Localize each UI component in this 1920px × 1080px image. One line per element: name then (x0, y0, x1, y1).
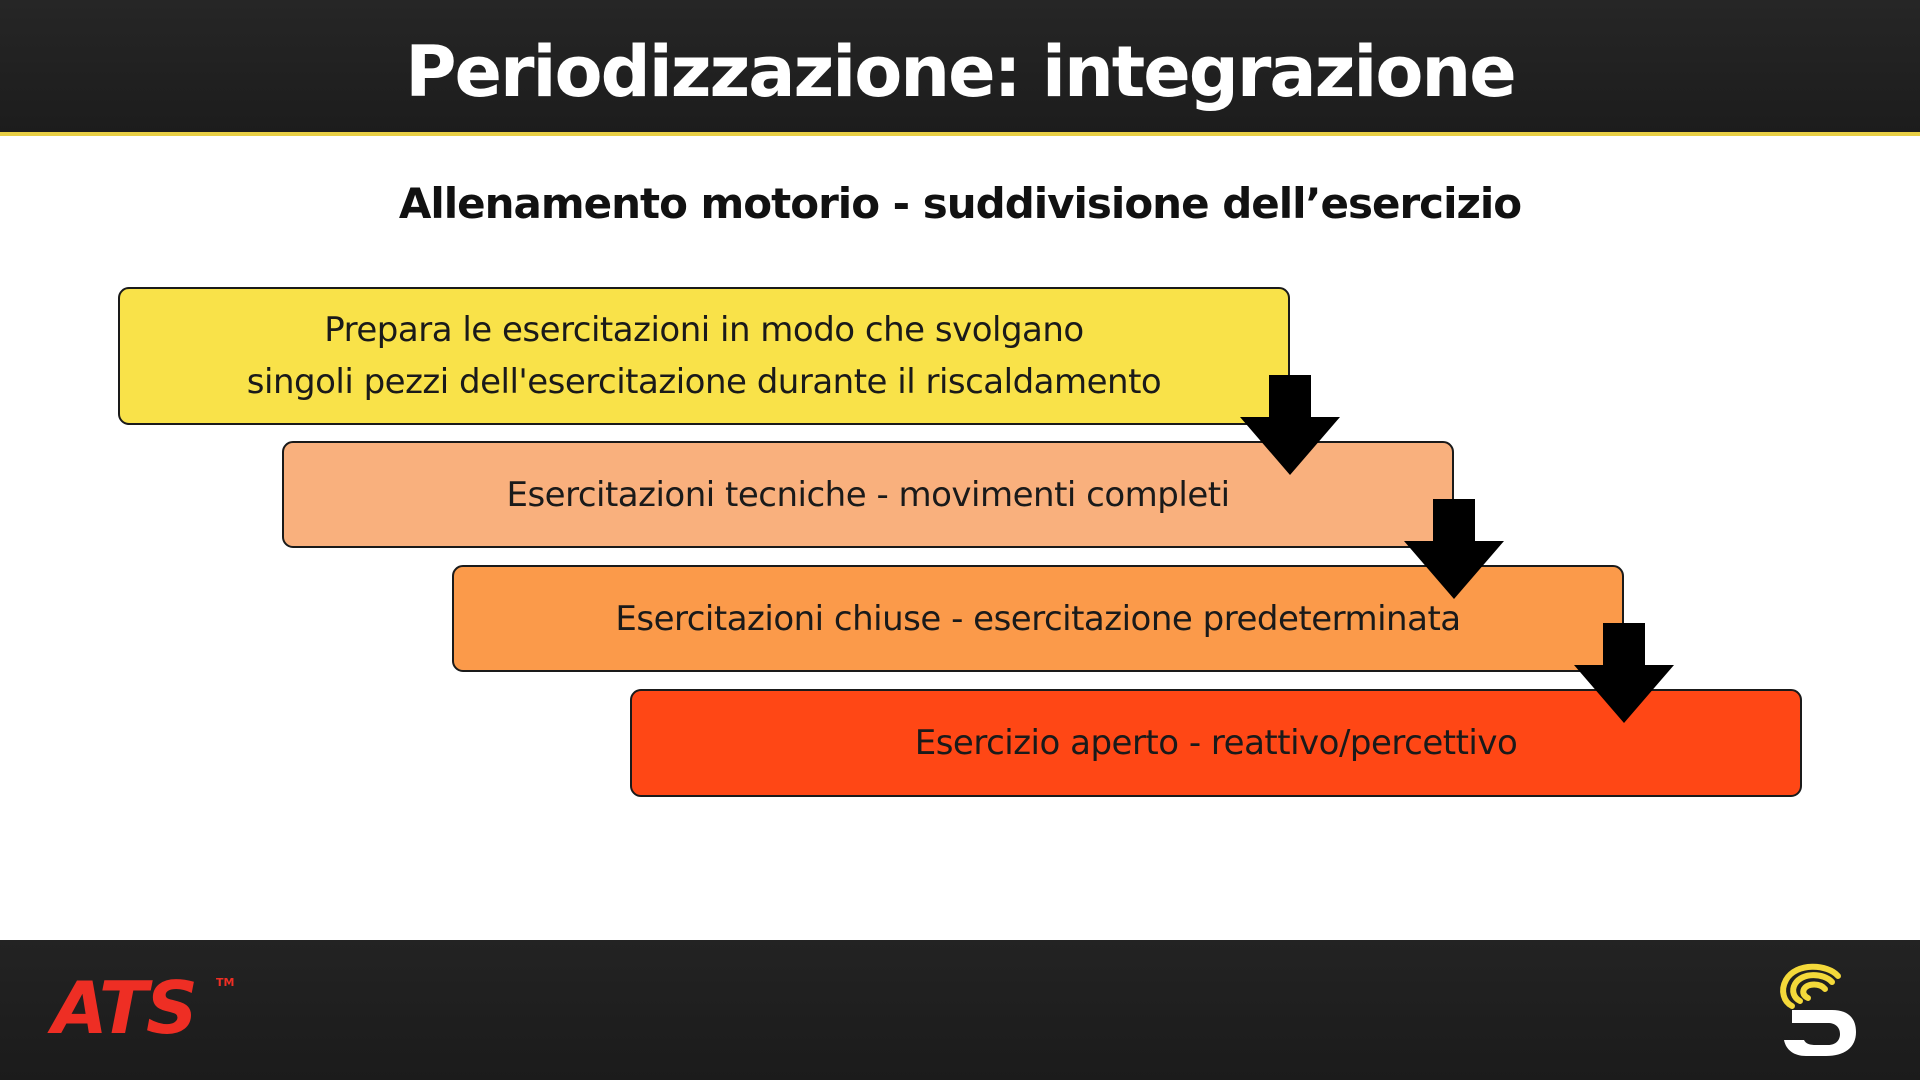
s-swirl-logo-icon (1776, 958, 1862, 1062)
arrow-down-icon (1574, 623, 1674, 723)
slide-title: Periodizzazione: integrazione (405, 31, 1515, 113)
step-2-label: Esercitazioni tecniche - movimenti completi (506, 474, 1230, 515)
slide-subtitle: Allenamento motorio - suddivisione dell’esercizio (398, 179, 1522, 228)
step-4-label: Esercizio aperto - reattivo/percettivo (914, 723, 1518, 763)
step-3-label: Esercitazioni chiuse - esercitazione predeterminata (615, 598, 1461, 639)
step-1-line-2: singoli pezzi dell'esercitazione durante il riscaldamento (246, 362, 1162, 402)
arrow-down-icon (1240, 375, 1340, 475)
step-box-1 (118, 287, 1290, 425)
footer-bar (0, 940, 1920, 1080)
ats-logo-trademark: TM (216, 976, 235, 989)
step-1-line-1: Prepara le esercitazioni in modo che svolgano (324, 310, 1084, 350)
arrow-down-icon (1404, 499, 1504, 599)
ats-logo: ATS (52, 966, 196, 1050)
